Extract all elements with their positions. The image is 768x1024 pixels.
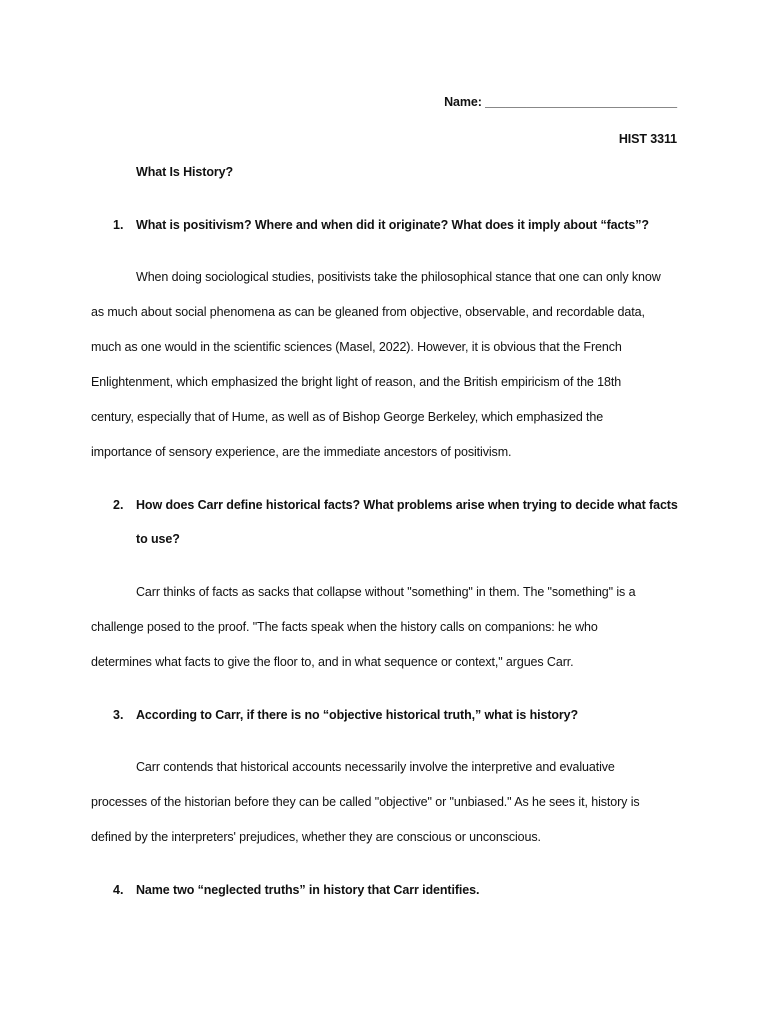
answer-line: century, especially that of Hume, as well as of Bishop George Berkeley, which emphasized the <box>91 410 604 424</box>
question-number: 4. <box>113 883 124 897</box>
question-text: According to Carr, if there is no “objective historical truth,” what is history? <box>136 708 579 722</box>
answer-line: processes of the historian before they can be called "objective" or "unbiased." As he sees it, history is <box>91 795 640 809</box>
answer-line: as much about social phenomena as can be gleaned from objective, observable, and recordable data, <box>91 305 645 319</box>
answer-line: determines what facts to give the floor to, and in what sequence or context," argues Carr. <box>91 655 574 669</box>
answer-line: When doing sociological studies, positivists take the philosophical stance that one can only know <box>136 270 661 284</box>
answer-line: importance of sensory experience, are the immediate ancestors of positivism. <box>91 445 512 459</box>
question-text: How does Carr define historical facts? What problems arise when trying to decide what facts <box>136 498 678 512</box>
document-title: What Is History? <box>136 165 234 179</box>
answer-line: Carr thinks of facts as sacks that collapse without "something" in them. The "something" is a <box>136 585 636 599</box>
answer-line: defined by the interpreters' prejudices, whether they are conscious or unconscious. <box>91 830 541 844</box>
name-field-line: Name: ____________________________ <box>444 95 677 109</box>
question-number: 1. <box>113 218 124 232</box>
question-text: What is positivism? Where and when did it originate? What does it imply about “facts”? <box>136 218 649 232</box>
question-number: 2. <box>113 498 124 512</box>
answer-line: much as one would in the scientific sciences (Masel, 2022). However, it is obvious that the French <box>91 340 622 354</box>
answer-line: challenge posed to the proof. "The facts speak when the history calls on companions: he who <box>91 620 598 634</box>
question-number: 3. <box>113 708 124 722</box>
answer-line: Enlightenment, which emphasized the bright light of reason, and the British empiricism of the 18th <box>91 375 622 389</box>
question-text: Name two “neglected truths” in history that Carr identifies. <box>136 883 480 897</box>
question-text: to use? <box>136 532 180 546</box>
answer-line: Carr contends that historical accounts necessarily involve the interpretive and evaluative <box>136 760 615 774</box>
course-code: HIST 3311 <box>618 132 677 146</box>
